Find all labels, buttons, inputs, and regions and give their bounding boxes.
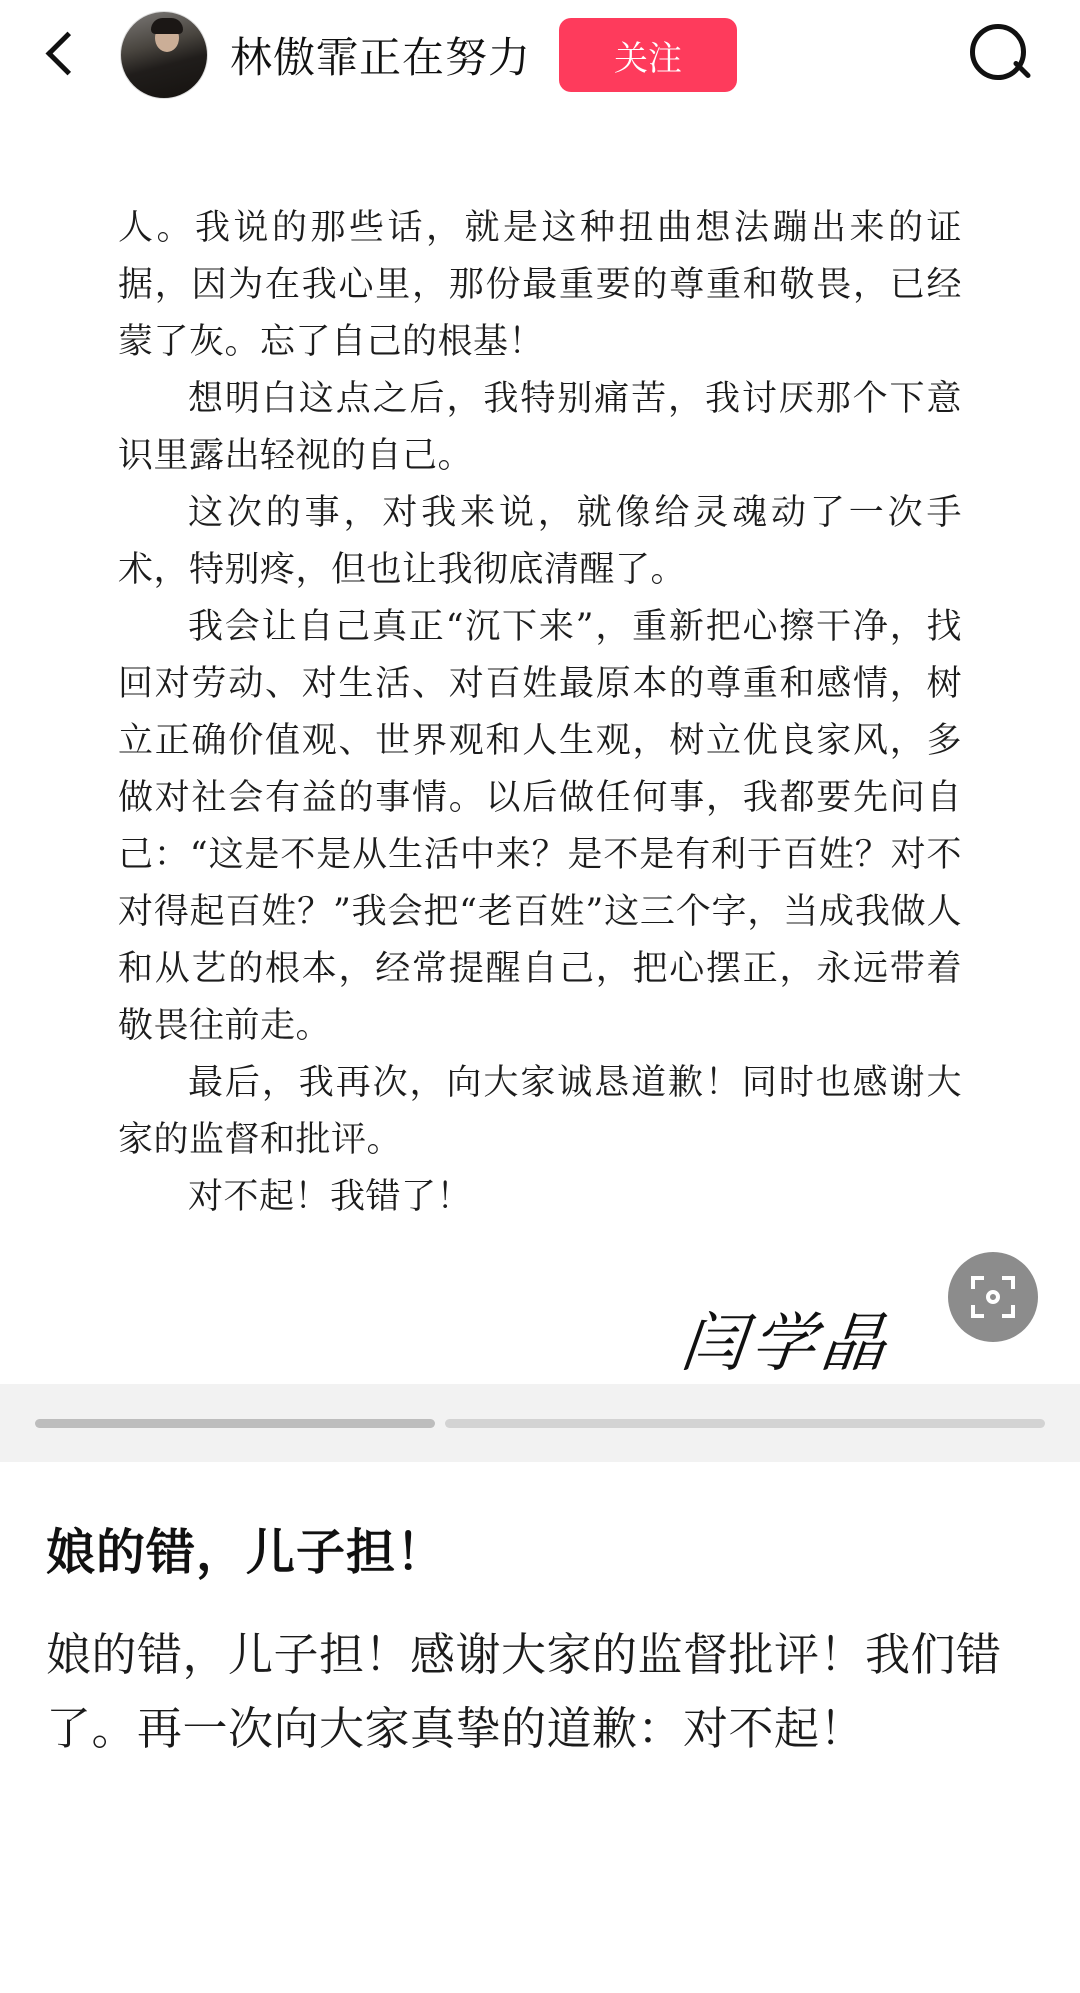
- handwritten-signature: 闫学晶: [677, 1307, 896, 1381]
- image-search-lens-icon[interactable]: [948, 1252, 1038, 1342]
- back-chevron-icon[interactable]: [40, 25, 86, 85]
- post-caption: [0, 1462, 1080, 1993]
- lens-dot: [986, 1290, 1000, 1304]
- post-body-text: 娘的错，儿子担！感谢大家的监督批评！我们错了。再一次向大家真挚的道歉：对不起！: [46, 1628, 1002, 1755]
- top-navigation-bar: [0, 0, 1080, 110]
- pager-segment-2[interactable]: [445, 1419, 1045, 1428]
- letter-paragraph: 对不起！我错了！: [188, 1177, 473, 1217]
- author-username[interactable]: 林傲霏正在努力: [230, 33, 532, 82]
- letter-paragraph: 人。我说的那些话，就是这种扭曲想法蹦出来的证据，因为在我心里，那份最重要的尊重和敬畏，已经蒙了灰。忘了自己的根基！: [118, 208, 962, 362]
- carousel-pager: [0, 1384, 1080, 1462]
- letter-paragraph: 我会让自己真正“沉下来”，重新把心擦干净，找回对劳动、对生活、对百姓最原本的尊重和感情，树立正确价值观、世界观和人生观，树立优良家风，多做对社会有益的事情。以后做任何事，我都要先问自己：“这是不是从生活中来？是不是有利于百姓？对不对得起百姓？”我会把“老百姓”这三个字，当成我做人和从艺的根本，经常提醒自己，把心摆正，永远带着敬畏往前走。: [118, 607, 962, 1046]
- letter-paragraph: 这次的事，对我来说，就像给灵魂动了一次手术，特别疼，但也让我彻底清醒了。: [118, 493, 962, 590]
- pager-segments[interactable]: [35, 1419, 1045, 1428]
- lens-frame: [971, 1276, 1015, 1318]
- lens-glyph: [948, 1252, 1038, 1342]
- post-title: 娘的错，儿子担！: [46, 1524, 447, 1581]
- follow-button[interactable]: 关注: [559, 18, 737, 92]
- letter-image[interactable]: [0, 110, 1080, 1384]
- avatar[interactable]: [120, 11, 208, 99]
- letter-paragraph: 想明白这点之后，我特别痛苦，我讨厌那个下意识里露出轻视的自己。: [118, 379, 962, 476]
- search-icon[interactable]: [962, 18, 1036, 92]
- pager-segment-1[interactable]: [35, 1419, 435, 1428]
- letter-paragraph: 最后，我再次，向大家诚恳道歉！同时也感谢大家的监督和批评。: [118, 1063, 962, 1160]
